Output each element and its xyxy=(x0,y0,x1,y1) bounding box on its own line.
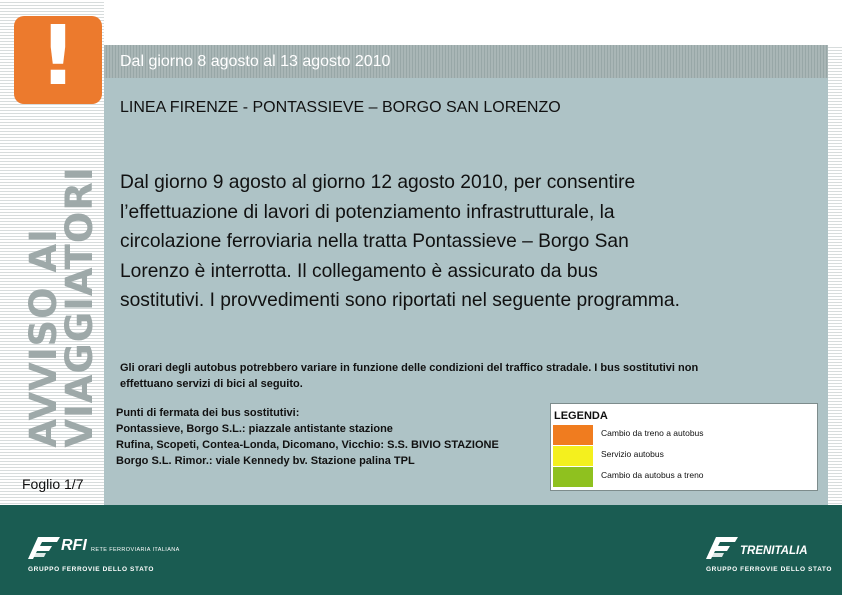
trenitalia-name: TRENITALIA xyxy=(740,545,808,557)
legend-swatch-green xyxy=(553,467,593,487)
notice-side-title xyxy=(22,162,102,452)
exclamation-mark: ! xyxy=(39,9,77,104)
stops-line: Punti di fermata dei bus sostitutivi: xyxy=(116,407,300,419)
legend-item-train-to-bus xyxy=(553,425,813,445)
legend-label: Cambio da treno a autobus xyxy=(601,428,704,438)
alert-icon xyxy=(14,9,102,104)
rfi-name: RFI xyxy=(61,537,87,554)
rfi-logo xyxy=(28,535,180,575)
trenitalia-group: GRUPPO FERROVIE DELLO STATO xyxy=(706,566,832,573)
notice-body-line: l’effettuazione di lavori di potenziamento infrastrutturale, la xyxy=(120,201,615,223)
trenitalia-logo xyxy=(706,535,832,575)
notice-body-line: Lorenzo è interrotta. Il collegamento è assicurato da bus xyxy=(120,260,598,282)
legend-swatch-yellow xyxy=(553,446,593,466)
date-header-band xyxy=(104,45,828,78)
date-range-title: Dal giorno 8 agosto al 13 agosto 2010 xyxy=(120,53,391,70)
fs-logo-icon xyxy=(28,535,62,561)
schedule-note xyxy=(120,360,760,392)
notice-body-line: Dal giorno 9 agosto al giorno 12 agosto 2010, per consentire xyxy=(120,172,636,193)
legend-label: Cambio da autobus a treno xyxy=(601,470,704,480)
legend-box xyxy=(550,403,818,491)
notice-body-line: sostitutivi. I provvedimenti sono riportati nel seguente programma. xyxy=(120,290,680,311)
legend-item-bus-service xyxy=(553,446,813,466)
stops-line: Pontassieve, Borgo S.L.: piazzale antistante stazione xyxy=(116,423,393,435)
legend-title: LEGENDA xyxy=(554,410,608,422)
right-stripes xyxy=(828,45,842,505)
stops-line: Borgo S.L. Rimor.: viale Kennedy bv. Stazione palina TPL xyxy=(116,455,415,467)
legend-swatch-orange xyxy=(553,425,593,445)
note-line: Gli orari degli autobus potrebbero variare in funzione delle condizioni del traffico stradale. I bus sostitutivi non xyxy=(120,362,699,374)
side-title-line-1: AVVISO AI xyxy=(22,228,65,448)
stops-line: Rufina, Scopeti, Contea-Londa, Dicomano, Vicchio: S.S. BIVIO STAZIONE xyxy=(116,439,499,451)
page-number: Foglio 1/7 xyxy=(22,476,84,492)
footer-bar xyxy=(0,505,842,595)
line-title: LINEA FIRENZE - PONTASSIEVE – BORGO SAN LORENZO xyxy=(120,99,561,116)
bus-stops-info xyxy=(116,405,556,469)
legend-item-bus-to-train xyxy=(553,467,813,487)
notice-body xyxy=(120,168,830,316)
rfi-group: GRUPPO FERROVIE DELLO STATO xyxy=(28,566,154,573)
side-title-line-2: VIAGGIATORI xyxy=(58,166,101,448)
main-panel xyxy=(104,78,828,505)
note-line: effettuano servizi di bici al seguito. xyxy=(120,378,303,390)
notice-body-line: circolazione ferroviaria nella tratta Pontassieve – Borgo San xyxy=(120,231,629,252)
rfi-subtitle: RETE FERROVIARIA ITALIANA xyxy=(91,547,180,553)
legend-label: Servizio autobus xyxy=(601,449,664,459)
fs-logo-icon xyxy=(706,535,740,561)
